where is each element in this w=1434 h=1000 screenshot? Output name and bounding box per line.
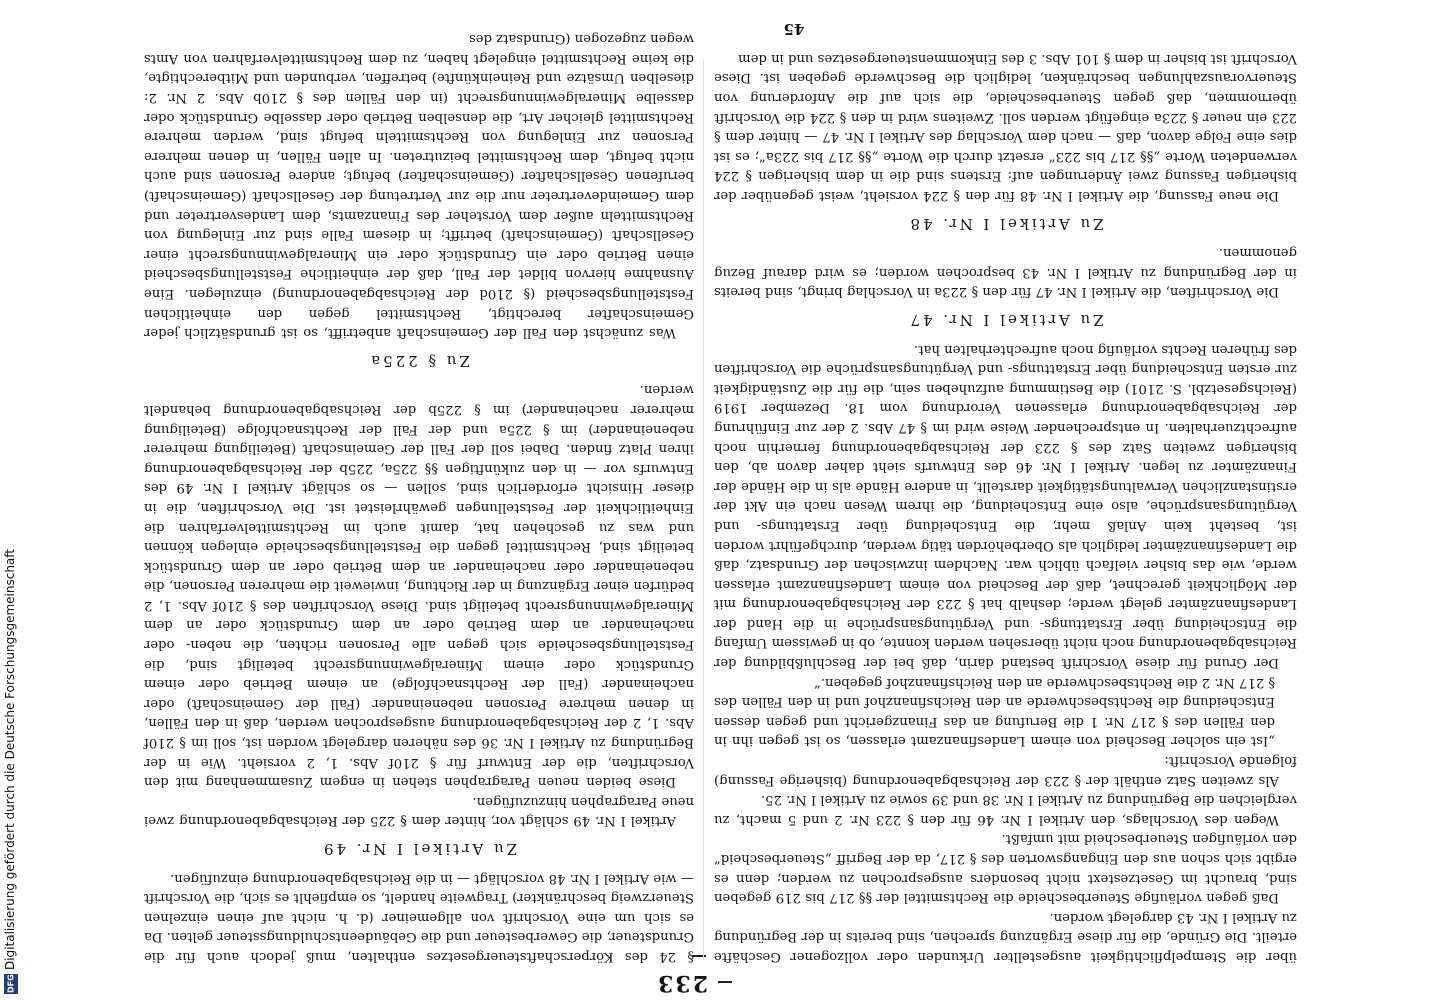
section-heading: Zu Artikel I Nr. 48 bbox=[907, 214, 1104, 233]
column-divider bbox=[703, 60, 704, 960]
paragraph: Der Grund für diese Vorschrift bestand darin, daß bei der Beschlußbildung der Reichsabgabenordnung noch nicht übersehen werden konnte, ob in gewissem Umfang die Entscheidung über Erstattungs- und Vergütungsansprüche in die Hand der Landesfinanzämter gelegt werde; deshalb hat § 223 der Reichsabgabenordnung mit der Möglichkeit gerechnet, daß der Bescheid von einem Landesfinanzamt erlassen werde, wie das bisher vielfach üblich war. Nachdem inzwischen der Grundsatz, daß die Landesfinanzämter lediglich als Oberbehörden tätig werden, durchgeführt worden ist, besteht kein Anlaß mehr, die Entscheidung über Erstattungs- und Vergütungsansprüche, also eine Entscheidung, die ihrem Wesen nach ein Akt der erstinstanzlichen Verwaltungstätigkeit darstellt, in andere Hände als in die Hände der Finanzämter zu legen. Artikel I Nr. 46 des Entwurfs sieht daher davon ab, den bisherigen zweiten Satz des § 223 der Reichsabgabenordnung fernerhin noch aufrechtzuerhalten. In entsprechender Weise wird im § 47 Abs. 2 der zur Einführung der Reichsabgabenordnung erlassenen Verordnung vom 18. Dezember 1919 (Reichsgesetzbl. S. 2101) die Bestimmung aufzuheben sein, die für die Zuständigkeit zur ersten Entscheidung über Erstattungs- und Vergütungsansprüche die Vorschriften des früheren Rechts vorläufig noch aufrechterhalten hat. bbox=[714, 341, 1297, 671]
page-number-text: 233 bbox=[656, 970, 708, 996]
section-heading: Zu § 225a bbox=[368, 351, 470, 370]
paragraph: Die Vorschriften, die Artikel I Nr. 47 für den § 223a in Vorschlag bringt, sind bereits in der Begründung zu Artikel I Nr. 43 besprochen worden; es wird darauf Bezug genommen. bbox=[714, 245, 1297, 300]
paragraph: Als zweiten Satz enthält der § 223 der Reichsabgabenordnung (bisherige Fassung) folgende Vorschrift: bbox=[714, 753, 1297, 788]
paragraph: Daß gegen vorläufige Steuerbescheide die Rechtsmittel der §§ 217 bis 219 gegeben sind, braucht im Gesetzestext nicht besonders ausgesprochen zu werden; denn es ergibt sich schon aus den Eingangsworten des § 217, da der Begriff „Steuerbescheid“ den vorläufigen Steuerbescheid mit umfaßt. bbox=[714, 831, 1297, 906]
paragraph: § 24 des Körperschaftsteuergesetzes enthalten, muß jedoch auch für die Grundsteuer, die Gewerbesteuer und die Gebäudeentschuldungssteuer gelten. Da es sich um eine Vorschrift von allgemeiner (d. h. nicht auf einen einzelnen Steuerzweig beschränkter) Tragweite handelt, so empfiehlt es sich, die Vorschrift — wie Artikel I Nr. 48 vorschlägt — in die Reichsabgabenordnung einzufügen. bbox=[144, 870, 694, 964]
paragraph: Wegen des Vorschlags, den Artikel I Nr. 46 für den § 223 Nr. 2 und 5 macht, zu vergleichen die Begründung zu Artikel I Nr. 38 und 39 sowie zu Artikel I Nr. 25. bbox=[714, 792, 1297, 827]
paragraph: Artikel I Nr. 49 schlägt vor, hinter dem § 225 der Reichsabgabenordnung zwei neue Paragraphen hinzuzufügen. bbox=[144, 793, 694, 829]
signature-mark: 45 bbox=[783, 20, 805, 38]
section-heading: Zu Artikel I Nr. 47 bbox=[907, 311, 1104, 329]
digitization-footer bbox=[0, 0, 22, 1000]
dfg-logo-icon: DFG bbox=[4, 974, 18, 994]
paragraph: über die Stempelpflichtigkeit ausgestellter Urkunden oder vollzogener Geschäfte erteilt. Die Gründe, die für diese Ergänzung sprechen, sind bereits in der Begründung zu Artikel I Nr. 43 dargelegt worden. bbox=[714, 909, 1297, 964]
dash-left bbox=[718, 981, 732, 983]
paragraph: Die neue Fassung, die Artikel I Nr. 48 für den § 224 vorsieht, weist gegenüber der bisherigen Fassung zwei Änderungen auf: Erstens sind die in dem bisherigen § 224 verwendeten Worte „§§ 217 bis 223“ ersetzt durch die Worte „§§ 217 bis 223a“; es ist dies eine Folge davon, daß — nach dem Vorschlag des Artikel I Nr. 47 — hinter dem § 223 ein neuer § 223a eingefügt werden soll. Zweitens wird in den § 224 die Vorschrift übernommen, daß gegen Steuerbescheide, die sich auf die Anforderung von Steuervorauszahlungen beschränken, lediglich die Beschwerde gegeben ist. Diese Vorschrift ist bisher in dem § 101 Abs. 3 des Einkommensteuergesetzes und in dem bbox=[714, 50, 1297, 204]
paragraph: Was zunächst den Fall der Gemeinschaft anbetrifft, so ist grundsätzlich jeder Gemeinschafter berechtigt, Rechtsmittel gegen den einheitlichen Feststellungsbescheid (§ 210d der Reichsabgabenordnung) einzulegen. Eine Ausnahme hiervon bildet der Fall, daß der einheitliche Feststellungsbescheid einen Betrieb oder ein Grundstück oder ein Mineralgewinnungsrecht einer Gesellschaft (Gemeinschaft) betrifft; in diesem Falle sind zur Einlegung von Rechtsmitteln außer dem Vorsteher des Finanzamts, dem Landesvertreter und dem Gemeindevertreter nur die zur Vertretung der Gesellschaft (Gemeinschaft) berufenen Gesellschafter (Gemeinschafter) befugt; andere Personen sind auch nicht befugt, dem Rechtsmittel beizutreten. In allen Fällen, in denen mehrere Personen zur Einlegung von Rechtsmitteln befugt sind, werden mehrere Rechtsmittel gleicher Art, die denselben Betrieb oder dasselbe Grundstück oder dasselbe Mineralgewinnungsrecht (in den Fällen des § 210b Abs. 2 Nr. 2: dieselben Umsätze und Reineinkünfte) betreffen, verbunden und Mitberechtigte, die keine Rechtsmittel eingelegt haben, zu dem Rechtsmittelverfahren von Amts wegen zugezogen (Grundsatz des bbox=[144, 31, 694, 341]
section-heading: Zu Artikel I Nr. 49 bbox=[320, 840, 518, 859]
right-column bbox=[144, 31, 694, 966]
quotation: „Ist ein solcher Bescheid von einem Landesfinanzamt erlassen, so ist gegen ihn in den Fällen des § 217 Nr. 1 die Berufung an das Finanzgericht und gegen dessen Entscheidung die Rechtsbeschwerde an den Reichsfinanzhof und in den Fällen des § 217 Nr. 2 die Rechtsbeschwerde an den Reichsfinanzhof gegeben.“ bbox=[714, 674, 1275, 749]
footer-credit: Digitalisierung gefördert durch die Deutsche Forschungsgemeinschaft bbox=[3, 548, 17, 970]
paragraph: Diese beiden neuen Paragraphen stehen in engem Zusammenhang mit den Vorschriften, die der Entwurf für § 210f Abs. 1, 2 vorsieht. Wie in der Begründung zu Artikel I Nr. 36 des näheren dargelegt worden ist, soll im § 210f Abs. 1, 2 der Reichsabgabenordnung ausgesprochen werden, daß in den Fällen, in denen mehrere Personen nebeneinander (Fall der Gemeinschaft) oder nacheinander (Fall der Rechtsnachfolge) an einem Betrieb oder einem Grundstück oder einem Mineralgewinnungsrecht beteiligt sind, die Feststellungsbescheide sich gegen alle Personen richten, die neben- oder nacheinander an dem Betrieb oder an dem Grundstück oder an dem Mineralgewinnungsrecht beteiligt sind. Diese Vorschriften des § 210f Abs. 1, 2 bedürfen einer Ergänzung in der Richtung, inwieweit die mehreren Personen, die nebeneinander oder nacheinander an dem Betrieb oder an dem Grundstück beteiligt sind, Rechtsmittel gegen die Feststellungsbescheide einlegen können und was zu geschehen hat, damit auch im Rechtsmittelverfahren die Einheitlichkeit der Feststellungen gewährleistet ist. Die Vorschriften, die in dieser Hinsicht erforderlich sind, sollen — so schlägt Artikel I Nr. 49 des Entwurfs vor — in den zukünftigen §§ 225a, 225b der Reichsabgabenordnung ihren Platz finden. Dabei soll der Fall der Gemeinschaft (Beteiligung mehrerer nebeneinander) im § 225a und der Fall der Rechtsnachfolge (Beteiligung mehrerer nacheinander) im § 225b der Reichsabgabenordnung behandelt werden. bbox=[144, 382, 694, 790]
left-column bbox=[714, 46, 1297, 966]
